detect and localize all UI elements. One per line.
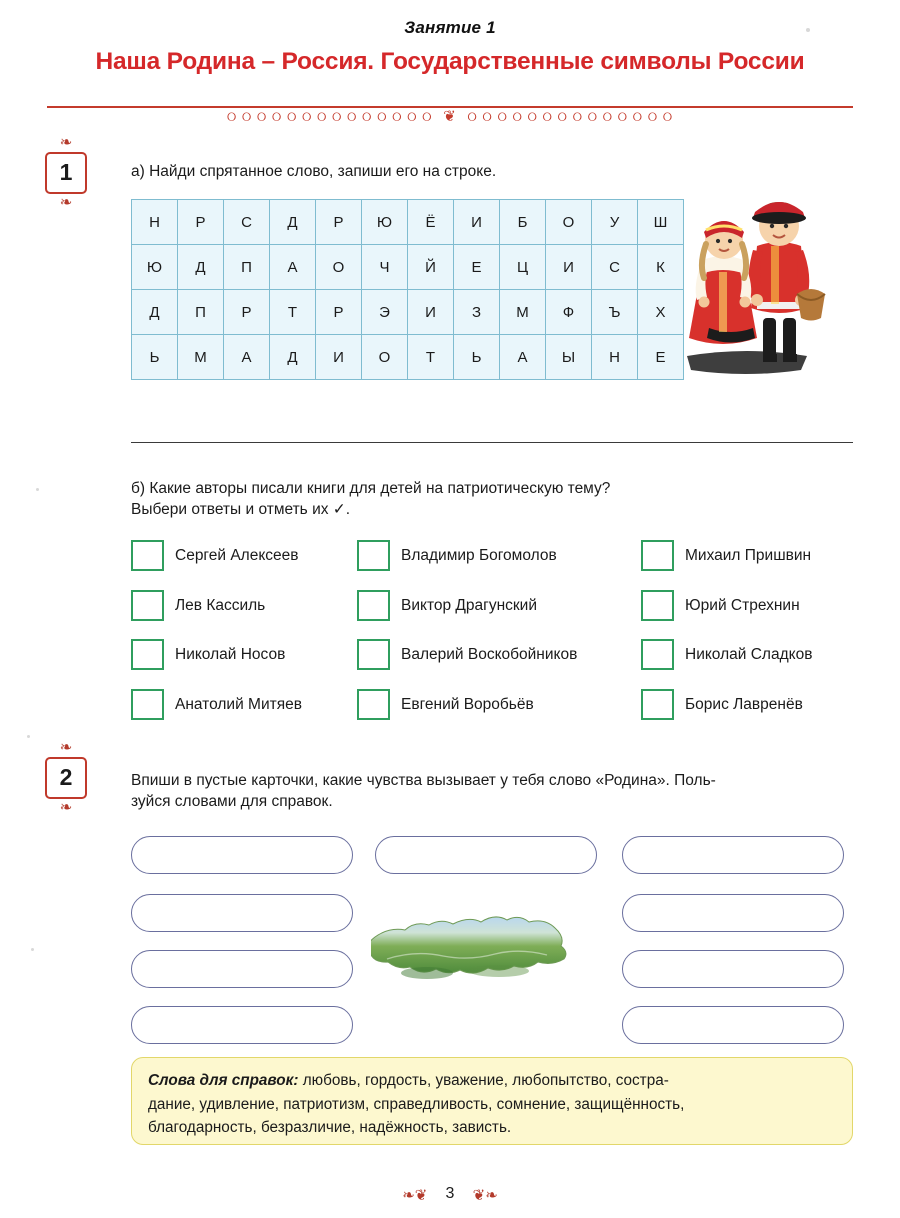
- author-option-12[interactable]: [641, 689, 803, 720]
- ornament-left: ୦ ୦ ୦ ୦ ୦ ୦ ୦ ୦ ୦ ୦ ୦ ୦ ୦ ୦: [226, 109, 433, 124]
- grid-cell[interactable]: Ъ: [592, 290, 638, 335]
- grid-cell[interactable]: К: [638, 245, 684, 290]
- russia-map-illustration: [371, 911, 571, 991]
- paper-speck: [31, 948, 34, 951]
- grid-cell[interactable]: Э: [362, 290, 408, 335]
- grid-cell[interactable]: О: [546, 200, 592, 245]
- page-number: 3: [445, 1185, 455, 1202]
- author-label-8: Евгений Воробьёв: [401, 695, 534, 713]
- author-option-7[interactable]: [357, 639, 577, 670]
- girl-figure: [689, 221, 757, 344]
- grid-cell[interactable]: Р: [316, 290, 362, 335]
- grid-cell[interactable]: Е: [638, 335, 684, 380]
- task-1b-prompt-line1: б) Какие авторы писали книги для детей на патриотическую тему?: [131, 480, 611, 497]
- author-label-7: Валерий Воскобойников: [401, 645, 578, 663]
- grid-cell[interactable]: С: [592, 245, 638, 290]
- grid-cell[interactable]: И: [316, 335, 362, 380]
- task-1-badge: [43, 136, 89, 222]
- author-checkbox-9[interactable]: [641, 540, 674, 571]
- author-option-10[interactable]: [641, 590, 800, 621]
- grid-cell[interactable]: М: [178, 335, 224, 380]
- task-1a-prompt: а) Найди спрятанное слово, запиши его на строке.: [131, 163, 497, 180]
- grid-cell[interactable]: Д: [178, 245, 224, 290]
- grid-cell[interactable]: З: [454, 290, 500, 335]
- grid-cell[interactable]: А: [270, 245, 316, 290]
- badge-flourish-bottom-icon: ❧: [59, 799, 73, 816]
- author-label-9: Михаил Пришвин: [685, 546, 812, 564]
- author-checkbox-6[interactable]: [357, 590, 390, 621]
- feeling-card-9[interactable]: [622, 1006, 844, 1044]
- grid-cell[interactable]: А: [224, 335, 270, 380]
- grid-cell[interactable]: Ь: [454, 335, 500, 380]
- task-1a-answer-line[interactable]: [131, 442, 853, 443]
- feeling-card-4[interactable]: [131, 1006, 353, 1044]
- author-checkbox-2[interactable]: [131, 590, 164, 621]
- feeling-card-3[interactable]: [131, 950, 353, 988]
- grid-cell[interactable]: М: [500, 290, 546, 335]
- feeling-card-5[interactable]: [375, 836, 597, 874]
- grid-cell[interactable]: Ч: [362, 245, 408, 290]
- letter-grid: [131, 199, 684, 380]
- author-checkbox-10[interactable]: [641, 590, 674, 621]
- worksheet-page: [0, 18, 900, 1218]
- grid-cell[interactable]: Р: [224, 290, 270, 335]
- grid-cell[interactable]: И: [408, 290, 454, 335]
- author-option-3[interactable]: [131, 639, 285, 670]
- badge-flourish-top-icon: ❧: [59, 739, 73, 756]
- grid-cell[interactable]: У: [592, 200, 638, 245]
- basket: [797, 289, 825, 321]
- feeling-card-1[interactable]: [131, 836, 353, 874]
- grid-row: [132, 245, 684, 290]
- russia-map-svg: [371, 911, 571, 991]
- grid-cell[interactable]: Д: [270, 200, 316, 245]
- author-label-12: Борис Лавренёв: [685, 695, 803, 713]
- author-label-11: Николай Сладков: [685, 645, 813, 663]
- grid-cell[interactable]: И: [454, 200, 500, 245]
- author-label-10: Юрий Стрехнин: [685, 596, 800, 614]
- paper-speck: [806, 28, 810, 32]
- feeling-card-2[interactable]: [131, 894, 353, 932]
- task-1-number: 1: [45, 152, 87, 194]
- task-2-badge: [43, 741, 89, 827]
- author-option-6[interactable]: [357, 590, 537, 621]
- author-label-6: Виктор Драгунский: [401, 596, 537, 614]
- page-title: Наша Родина – Россия. Государственные символы России: [95, 48, 805, 75]
- feeling-card-7[interactable]: [622, 894, 844, 932]
- boy-figure: [748, 202, 809, 362]
- page-footer: [0, 1185, 900, 1204]
- author-label-1: Сергей Алексеев: [175, 546, 299, 564]
- author-checkbox-12[interactable]: [641, 689, 674, 720]
- reference-text-line3: благодарность, безразличие, надёжность, зависть.: [148, 1119, 512, 1137]
- footer-ornament-left-icon: ❧❦: [402, 1187, 428, 1204]
- task-2-number: 2: [45, 757, 87, 799]
- grid-cell[interactable]: Т: [408, 335, 454, 380]
- grid-cell[interactable]: Ь: [132, 335, 178, 380]
- header-rule: [47, 106, 853, 108]
- grid-cell[interactable]: А: [500, 335, 546, 380]
- children-illustration-svg: [679, 168, 854, 378]
- grid-cell[interactable]: Д: [132, 290, 178, 335]
- badge-flourish-bottom-icon: ❧: [59, 194, 73, 211]
- grid-row: [132, 290, 684, 335]
- children-folk-costume-illustration: [679, 168, 854, 378]
- grid-cell[interactable]: Ц: [500, 245, 546, 290]
- ornament-right: ୦ ୦ ୦ ୦ ୦ ୦ ୦ ୦ ୦ ୦ ୦ ୦ ୦ ୦: [467, 109, 674, 124]
- task-2-instruction-line1: Впиши в пустые карточки, какие чувства вызывает у тебя слово «Родина». Поль-: [131, 772, 716, 789]
- author-option-11[interactable]: [641, 639, 812, 670]
- author-label-5: Владимир Богомолов: [401, 546, 557, 564]
- reference-text-line2: дание, удивление, патриотизм, справедливость, сомнение, защищённость,: [148, 1095, 685, 1113]
- grid-cell[interactable]: И: [546, 245, 592, 290]
- grid-cell[interactable]: С: [224, 200, 270, 245]
- grid-cell[interactable]: П: [224, 245, 270, 290]
- author-option-9[interactable]: [641, 540, 811, 571]
- author-checkbox-7[interactable]: [357, 639, 390, 670]
- grid-cell[interactable]: Ю: [132, 245, 178, 290]
- reference-words-box: [131, 1057, 853, 1145]
- author-checkbox-11[interactable]: [641, 639, 674, 670]
- grid-cell[interactable]: Р: [316, 200, 362, 245]
- grid-row: [132, 335, 684, 380]
- author-option-2[interactable]: [131, 590, 265, 621]
- author-checkbox-3[interactable]: [131, 639, 164, 670]
- grid-cell[interactable]: Й: [408, 245, 454, 290]
- badge-flourish-top-icon: ❧: [59, 134, 73, 151]
- grid-row: [132, 200, 684, 245]
- ornament-center-icon: ❦: [443, 109, 457, 125]
- grid-cell[interactable]: О: [316, 245, 362, 290]
- author-checkbox-4[interactable]: [131, 689, 164, 720]
- grid-cell[interactable]: Ы: [546, 335, 592, 380]
- header-ornament: [47, 109, 853, 125]
- grid-cell[interactable]: Е: [454, 245, 500, 290]
- author-option-4[interactable]: [131, 689, 302, 720]
- grid-cell[interactable]: Н: [592, 335, 638, 380]
- grid-cell[interactable]: Ф: [546, 290, 592, 335]
- author-checkbox-1[interactable]: [131, 540, 164, 571]
- task-2-instruction-line2: зуйся словами для справок.: [131, 793, 333, 810]
- grid-cell[interactable]: Ю: [362, 200, 408, 245]
- author-label-3: Николай Носов: [175, 645, 286, 663]
- grid-cell[interactable]: Р: [178, 200, 224, 245]
- grid-cell[interactable]: П: [178, 290, 224, 335]
- grid-cell[interactable]: Х: [638, 290, 684, 335]
- author-label-2: Лев Кассиль: [175, 596, 266, 614]
- lesson-label: Занятие 1: [404, 18, 496, 37]
- grid-cell[interactable]: Д: [270, 335, 316, 380]
- reference-text-line1: любовь, гордость, уважение, любопытство, состра-: [298, 1072, 669, 1089]
- grid-cell[interactable]: Ё: [408, 200, 454, 245]
- reference-title: Слова для справок:: [148, 1072, 299, 1089]
- grid-cell[interactable]: О: [362, 335, 408, 380]
- grid-cell[interactable]: Б: [500, 200, 546, 245]
- author-checkbox-5[interactable]: [357, 540, 390, 571]
- author-option-8[interactable]: [357, 689, 534, 720]
- author-option-5[interactable]: [357, 540, 557, 571]
- author-checkbox-8[interactable]: [357, 689, 390, 720]
- author-option-1[interactable]: [131, 540, 299, 571]
- author-label-4: Анатолий Митяев: [175, 695, 302, 713]
- feeling-card-8[interactable]: [622, 950, 844, 988]
- task-1b-prompt-line2: Выбери ответы и отметь их ✓.: [131, 501, 351, 518]
- paper-speck: [27, 735, 30, 738]
- grid-cell[interactable]: Ш: [638, 200, 684, 245]
- grid-cell[interactable]: Н: [132, 200, 178, 245]
- grid-cell[interactable]: Т: [270, 290, 316, 335]
- footer-ornament-right-icon: ❦❧: [472, 1187, 498, 1204]
- feeling-card-6[interactable]: [622, 836, 844, 874]
- paper-speck: [36, 488, 39, 491]
